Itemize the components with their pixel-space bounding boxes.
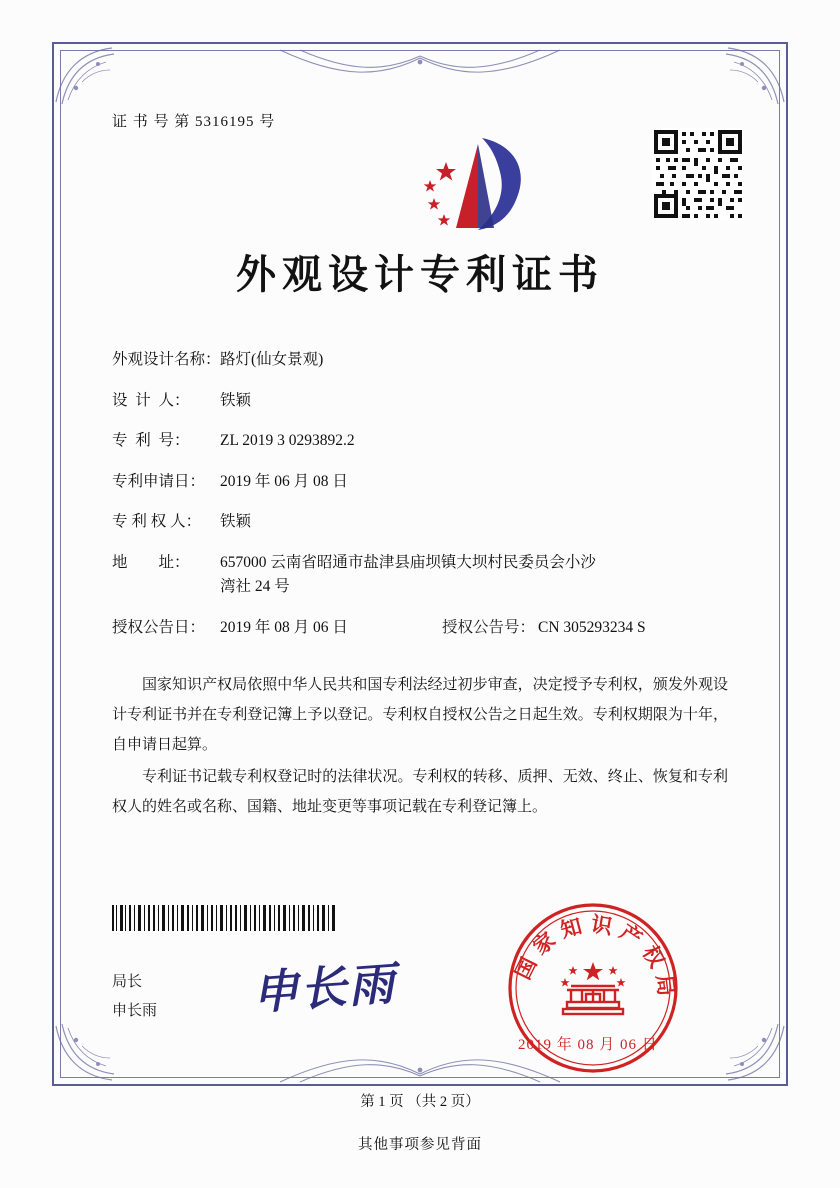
corner-ornament-icon — [52, 42, 138, 108]
signature-name: 申长雨 — [112, 1002, 158, 1019]
address-line-1: 657000 云南省昭通市盐津县庙坝镇大坝村民委员会小沙 — [220, 553, 596, 571]
svg-text:国家知识产权局: 国家知识产权局 — [509, 910, 681, 1005]
signature-block — [112, 968, 157, 1025]
field-grant-date — [112, 620, 442, 636]
field-value: ZL 2019 3 0293892.2 — [220, 432, 355, 449]
seal-date: 2019 年 08 月 06 日 — [518, 1037, 658, 1053]
field-label: 专利申请日： — [112, 472, 206, 490]
certificate-number: 证 书 号 第 5316195 号 — [112, 114, 276, 130]
legal-text — [112, 669, 728, 821]
corner-ornament-icon — [52, 1020, 138, 1086]
field-value: 2019 年 06 月 08 日 — [220, 472, 348, 490]
field-value: 2019 年 08 月 06 日 — [220, 618, 348, 636]
field-label: 授权公告号： — [442, 618, 536, 636]
field-application-date — [112, 474, 750, 490]
page-title: 外观设计专利证书 — [236, 251, 604, 298]
page-number: 第 1 页 （共 2 页） — [360, 1094, 480, 1110]
address-line-2: 湾社 24 号 — [220, 578, 290, 595]
field-label: 专 利 权 人： — [112, 513, 202, 530]
certificate-content — [90, 110, 750, 823]
field-designer — [112, 393, 750, 409]
field-value: 路灯(仙女景观) — [220, 351, 324, 368]
corner-ornament-icon — [702, 42, 788, 108]
field-design-name — [112, 352, 750, 368]
field-value: CN 305293234 S — [538, 618, 646, 636]
field-label: 地 址： — [112, 553, 190, 571]
field-label: 授权公告日： — [112, 618, 206, 636]
field-grant-row — [112, 620, 750, 636]
barcode-icon — [112, 905, 337, 931]
sipo-logo-icon — [420, 128, 550, 238]
top-edge-ornament-icon — [280, 44, 560, 90]
footer-note: 其他事项参见背面 — [358, 1137, 482, 1153]
corner-ornament-icon — [702, 1020, 788, 1086]
field-address — [112, 555, 750, 595]
field-list — [112, 352, 750, 635]
field-label: 外观设计名称： — [112, 351, 221, 368]
legal-paragraph-2: 专利证书记载专利权登记时的法律状况。专利权的转移、质押、无效、终止、恢复和专利权人的姓名或名称、国籍、地址变更等事项记载在专利登记簿上。 — [112, 767, 728, 815]
field-value: 铁颖 — [220, 391, 252, 409]
legal-paragraph-1: 国家知识产权局依照中华人民共和国专利法经过初步审查，决定授予专利权，颁发外观设计专利证书并在专利登记簿上予以登记。专利权自授权公告之日起生效。专利权期限为十年，自申请日起算。 — [112, 675, 728, 753]
field-patent-number — [112, 433, 750, 449]
handwritten-signature: 申长雨 — [250, 956, 398, 1020]
field-label: 专 利 号： — [112, 432, 190, 449]
field-value — [220, 555, 750, 595]
field-label: 设 计 人： — [112, 391, 190, 409]
signature-role: 局长 — [112, 974, 143, 990]
field-grant-number — [442, 620, 750, 636]
field-patentee — [112, 514, 750, 530]
field-value: 铁颖 — [220, 513, 252, 530]
qr-code-icon — [652, 128, 744, 220]
